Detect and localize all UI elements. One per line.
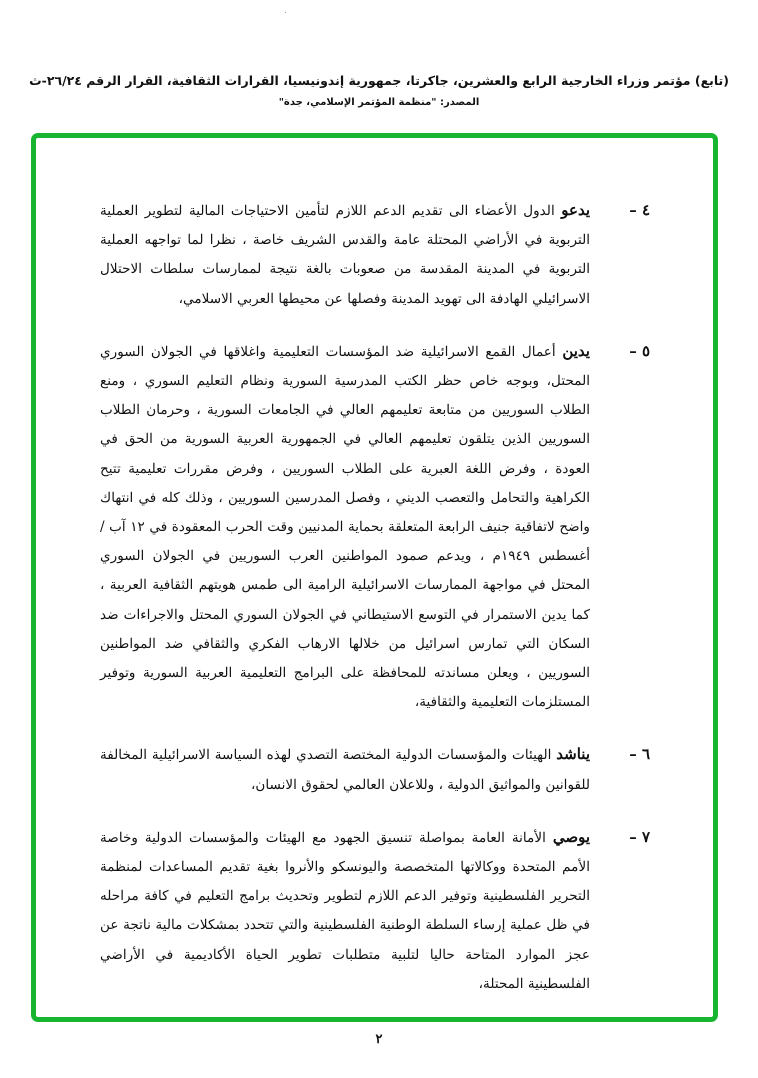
resolution-body bbox=[100, 196, 650, 1022]
item-verb: يدين bbox=[562, 341, 590, 360]
resolution-item-6 bbox=[100, 740, 650, 799]
item-text: الهيئات والمؤسسات الدولية المختصة التصدي لهذه السياسة الاسرائيلية المخالفة للقوانين والمواثيق الدولية ، وللاعلان العالمي لحقوق الانسان، bbox=[100, 747, 590, 793]
item-paragraph bbox=[100, 740, 590, 799]
item-paragraph bbox=[100, 337, 590, 718]
resolution-item-4 bbox=[100, 196, 650, 314]
item-text: الأمانة العامة بمواصلة تنسيق الجهود مع الهيئات والمؤسسات الدولية وخاصة الأمم المتحدة ووكالاتها المتخصصة واليونسكو والأنروا بغية تقديم المساعدات لمنظمة التحرير الفلسطينية وتوفير الدعم اللازم لتطوير وتحديث برامج التعليم في كافة مراحله في ظل عملية إرساء السلطة الوطنية الفلسطينية والتي تتحدد بمشكلات مالية ناتجة عن عجز الموارد المتاحة حاليا لتلبية متطلبات تطوير الحياة الأكاديمية في الأراضي الفلسطينية المحتلة، bbox=[100, 829, 590, 992]
resolution-item-7 bbox=[100, 823, 650, 999]
item-paragraph bbox=[100, 823, 590, 999]
item-number: ٦ – bbox=[629, 745, 650, 764]
item-verb: يوصي bbox=[552, 827, 590, 846]
item-verb: يناشد bbox=[556, 745, 590, 764]
item-text: أعمال القمع الاسرائيلية ضد المؤسسات التعليمية واغلاقها في الجولان السوري المحتل، وبوجه خاص حظر الكتب المدرسية السورية ونظام التعليم السوري ، ومنع الطلاب السوريين من متابعة تعليمهم العالي في الجامعات السورية ، وحرمان الطلاب السوريين الذين يتلقون تعليمهم العالي في الجمهورية العربية السورية من الحق في العودة ، وفرض اللغة العبرية على الطلاب السوريين ، وفرض مقررات تعليمية تتيح الكراهية والتحامل والتعصب الديني ، وفصل المدرسين السوريين ، وذلك كله في انتهاك واضح لاتفاقية جنيف الرابعة المتعلقة بحماية المدنيين وقت الحرب المعقودة في ١٢ آب / أغسطس ١٩٤٩م ، ويدعم صمود المواطنين العرب السوريين في الجولان السوري المحتل في مواجهة الممارسات الاسرائيلية الرامية الى طمس هويتهم الثقافية العربية ، كما يدين الاستمرار في التوسع الاستيطاني في الجولان السوري المحتل والاجراءات ضد السكان التي تمارس اسرائيل من خلالها الارهاب الفكري والثقافي ضد المواطنين السوريين ، ويعلن مساندته للمحافظة على البرامج التعليمية العربية السورية وتوفير المستلزمات التعليمية والثقافية، bbox=[100, 343, 590, 711]
document-header bbox=[0, 72, 758, 110]
item-number: ٧ – bbox=[629, 827, 650, 846]
item-verb: يدعو bbox=[561, 201, 590, 219]
item-text: الدول الأعضاء الى تقديم الدعم اللازم لتأمين الاحتياجات المالية لتطوير العملية التربوية في الأراضي المحتلة عامة والقدس الشريف خاصة ، نظرا لما تواجهه العملية التربوية في المدينة المقدسة من صعوبات بالغة نتيجة لممارسات سلطات الاحتلال الاسرائيلي الهادفة الى تهويد المدينة وفصلها عن محيطها العربي الاسلامي، bbox=[100, 203, 590, 307]
item-number: ٥ – bbox=[629, 341, 650, 360]
scan-speck bbox=[285, 12, 286, 13]
page-number: ٢ bbox=[375, 1032, 383, 1047]
document-title: (تابع) مؤتمر وزراء الخارجية الرابع والعشرين، جاكرتا، جمهورية إندونيسيا، القرارات الثقافية، القرار الرقم ٢٦/٢٤-ث bbox=[29, 73, 729, 88]
item-paragraph bbox=[100, 196, 590, 314]
item-number: ٤ – bbox=[629, 201, 650, 219]
resolution-item-5 bbox=[100, 337, 650, 718]
document-source: المصدر: "منظمة المؤتمر الإسلامي، جدة" bbox=[278, 97, 480, 108]
